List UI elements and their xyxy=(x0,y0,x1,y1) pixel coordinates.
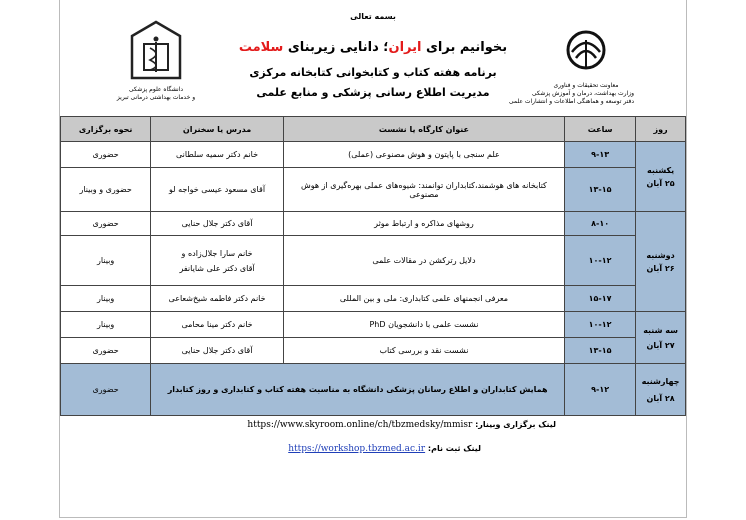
header-presenter: مدرس یا سخنران xyxy=(151,117,284,142)
table-row xyxy=(61,364,686,416)
time-cell: ۱۳-۱۵ xyxy=(565,168,636,212)
mode-cell: حضوری xyxy=(61,364,151,416)
time-cell: ۱۳-۱۵ xyxy=(565,338,636,364)
title-cell: کتابخانه های هوشمند،کتابداران توانمند: شیوه‌های عملی بهره‌گیری از هوش مصنوعی xyxy=(283,168,564,212)
register-link-line xyxy=(288,444,481,454)
title-cell: روشهای مذاکره و ارتباط موثر xyxy=(283,212,564,236)
presenter-cell: آقای مسعود عیسی خواجه لو xyxy=(151,168,284,212)
table-row xyxy=(61,236,686,286)
ministry-caption-3: دفتر توسعه و هماهنگی اطلاعات و انتشارات علمی xyxy=(508,98,634,105)
title-cell: نشست نقد و بررسی کتاب xyxy=(283,338,564,364)
title-cell: معرفی انجمنهای علمی کتابداری: ملی و بین المللی xyxy=(283,286,564,312)
webinar-link-line xyxy=(247,420,556,430)
time-cell: ۱۰-۱۲ xyxy=(565,236,636,286)
university-caption-1: دانشگاه علوم پزشکی xyxy=(128,86,184,93)
mode-cell: حضوری xyxy=(61,212,151,236)
header-mode: نحوه برگزاری xyxy=(61,117,151,142)
time-cell: ۱۰-۱۲ xyxy=(565,312,636,338)
table-row xyxy=(61,338,686,364)
day-cell-sunday: یکشنبه ۲۵ آبان xyxy=(636,142,686,212)
subtitle-program: برنامه هفته کتاب و کتابخوانی کتابخانه مرکزی xyxy=(249,66,497,79)
header-title: عنوان کارگاه یا نشست xyxy=(283,117,564,142)
table-row xyxy=(61,212,686,236)
main-title: بخوانیم برای ایران؛ دانایی زیربنای سلامت xyxy=(238,40,508,55)
mode-cell: وبینار xyxy=(61,286,151,312)
presenter-cell: خانم دکتر سمیه سلطانی xyxy=(151,142,284,168)
day-cell-wednesday: چهارشنبه ۲۸ آبان xyxy=(636,364,686,416)
time-cell: ۸-۱۰ xyxy=(565,212,636,236)
university-caption-2: و خدمات بهداشتی درمانی تبریز xyxy=(116,94,196,101)
mode-cell: وبینار xyxy=(61,236,151,286)
ministry-caption-2: وزارت بهداشت، درمان و آموزش پزشکی xyxy=(531,90,634,97)
links-section xyxy=(60,416,686,464)
table-header-row xyxy=(61,117,686,142)
mode-cell: وبینار xyxy=(61,312,151,338)
webinar-link-label: لینک برگزاری وبینار: xyxy=(472,420,556,429)
subtitle-department: مدیریت اطلاع رسانی پزشکی و منابع علمی xyxy=(256,86,490,99)
table-row xyxy=(61,168,686,212)
document-header xyxy=(60,8,686,116)
title-cell: نشست علمی با دانشجویان PhD xyxy=(283,312,564,338)
time-cell: ۹-۱۳ xyxy=(565,142,636,168)
title-cell: دلایل رترکشن در مقالات علمی xyxy=(283,236,564,286)
schedule-table xyxy=(60,116,686,416)
ministry-logo xyxy=(508,26,634,108)
bismillah: بسمه تعالی xyxy=(350,12,396,21)
ministry-caption-1: معاونت تحقیقات و فناوری xyxy=(553,82,619,89)
presenter-cell: آقای دکتر جلال حنایی xyxy=(151,338,284,364)
mode-cell: حضوری و وبینار xyxy=(61,168,151,212)
presenter-cell: خانم دکتر مینا محامی xyxy=(151,312,284,338)
header-time: ساعت xyxy=(565,117,636,142)
mode-cell: حضوری xyxy=(61,142,151,168)
time-cell: ۱۵-۱۷ xyxy=(565,286,636,312)
presenter-cell: خانم سارا جلال‌زاده و آقای دکتر علی شایانفر xyxy=(151,236,284,286)
register-link[interactable]: https://workshop.tbzmed.ac.ir xyxy=(288,444,426,454)
title-cell: علم سنجی با پایتون و هوش مصنوعی (عملی) xyxy=(283,142,564,168)
table-row xyxy=(61,142,686,168)
presenter-cell: آقای دکتر جلال حنایی xyxy=(151,212,284,236)
day-cell-tuesday: سه شنبه ۲۷ آبان xyxy=(636,312,686,364)
register-link-label: لینک ثبت نام: xyxy=(425,444,481,453)
table-row xyxy=(61,312,686,338)
presenter-cell: خانم دکتر فاطمه شیخ‌شعاعی xyxy=(151,286,284,312)
mode-cell: حضوری xyxy=(61,338,151,364)
ministry-emblem-icon xyxy=(538,26,634,78)
conference-title-cell: همایش کتابداران و اطلاع رسانان پزشکی دانشگاه به مناسبت هفته کتاب و کتابداری و روز کتابدار xyxy=(151,364,565,416)
header-day: روز xyxy=(636,117,686,142)
day-cell-monday: دوشنبه ۲۶ آبان xyxy=(636,212,686,312)
time-cell: ۹-۱۲ xyxy=(565,364,636,416)
webinar-link[interactable]: https://www.skyroom.online/ch/tbzmedsky/mmisr xyxy=(247,420,473,430)
table-row xyxy=(61,286,686,312)
